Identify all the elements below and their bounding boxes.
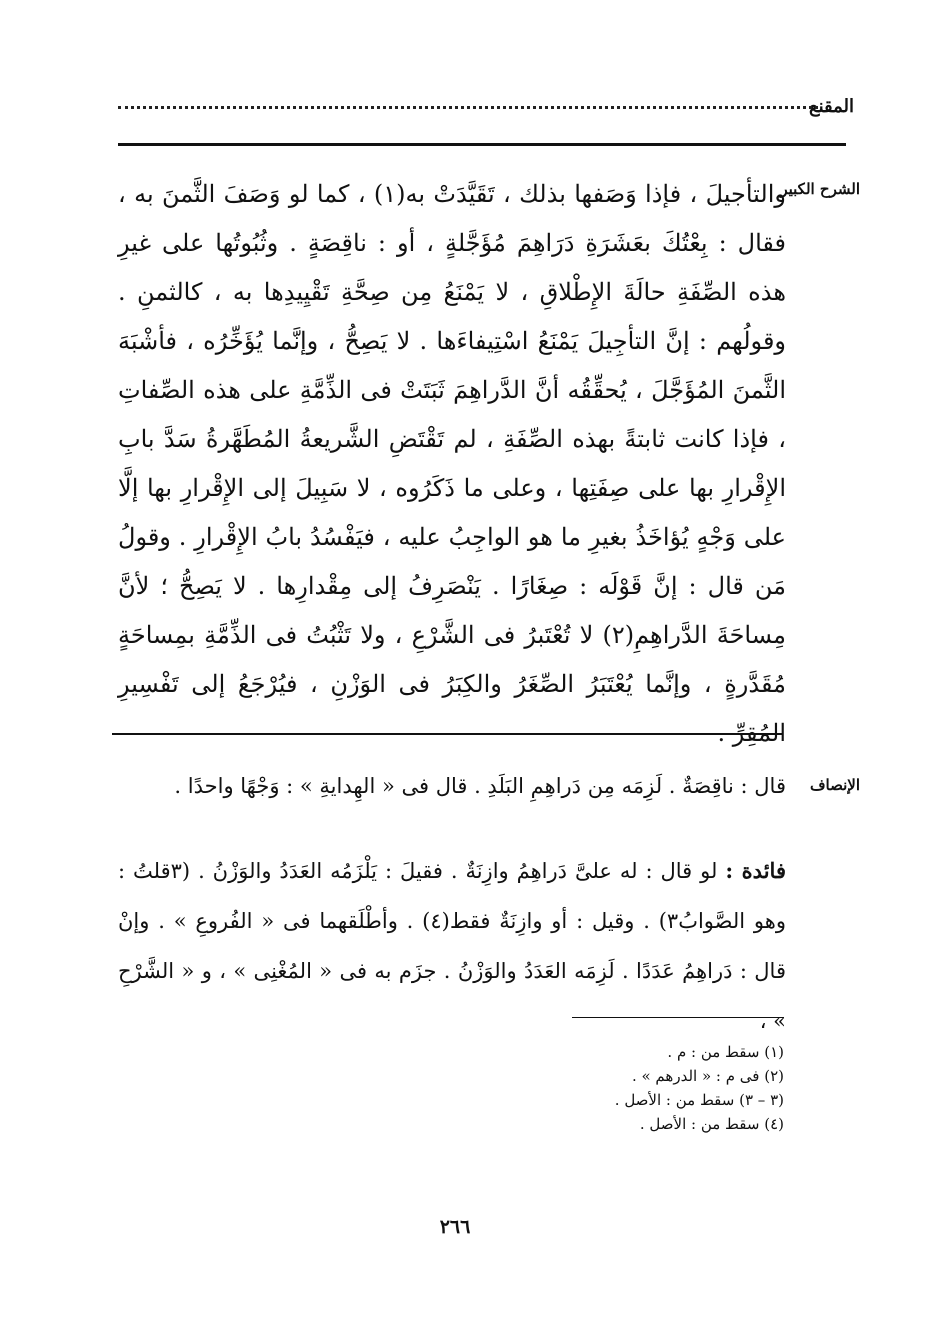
page-number: ٢٦٦: [439, 1216, 471, 1238]
main-text-sharh: والتأجيلَ ، فإذا وَصَفها بذلك ، تَقَيَّدَتْ به(١) ، كما لو وَصَفَ الثَّمنَ به ، فقال : بِعْتُكَ بعَشَرَةِ دَرَاهِمَ مُؤَجَّلةٍ ، أو : ناقِصَةٍ . وثُبُوتُها على غيرِ هذه الصِّفَةِ حالَةَ الإِطْلاقِ ، لا يَمْنَعُ مِن صِحَّةِ تَقْيِيدِها به ، كالثمنِ . وقولُهم : إنَّ التأجِيلَ يَمْنَعُ اسْتِيفاءَها . لا يَصِحُّ ، وإنَّما يُؤَخِّرُه ، فأشْبَهَ الثَّمنَ المُؤَجَّلَ ، يُحقِّقُه أنَّ الدَّراهِمَ ثَبَتَتْ فى الذِّمَّةِ على هذه الصِّفاتِ ، فإذا كانت ثابتةً بهذه الصِّفَةِ ، لم تَقْتَضِ الشَّريعةُ المُطَهَّرةُ سَدَّ بابِ الإِقْرارِ بها على صِفَتِها ، وعلى ما ذَكَرُوه ، لا سَبِيلَ إلى الإِقْرارِ بها إلَّا على وَجْهٍ يُؤاخَذُ بغيرِ ما هو الواجِبُ عليه ، فيَفْسُدُ بابُ الإِقْرارِ . وقولُ مَن قال : إنَّ قَوْلَه : صِغَارًا . يَنْصَرِفُ إلى مِقْدارِها . لا يَصِحُّ ؛ لأنَّ مِساحَةَ الدَّراهِمِ(٢) لا تُعْتَبرُ فى الشَّرْعِ ، ولا تَثْبُتُ فى الذِّمَّةِ بمِساحَةٍ مُقَدَّرةٍ ، وإنَّما يُعْتَبَرُ الصِّغَرُ والكِبَرُ فى الوَزْنِ ، فيُرْجَعُ إلى تَفْسِيرِ المُقِرِّ .: [118, 180, 786, 747]
faida-body: لو قال : له علىَّ دَراهِمُ وازِنَةٌ . فقيلَ : يَلْزَمُه العَدَدُ والوَزْنُ . (٣قلتُ : وهو الصَّوابُ٣) . وقيل : أو وازِنَةٌ فقط(٤) . وأطْلَقهما فى « الفُروعِ » . وإنْ قال : دَراهِمُ عَدَدًا . لَزِمَه العَدَدُ والوَزْنُ . جزَم به فى « المُغْنِى » ، و « الشَّرْحِ » ،: [118, 859, 786, 1033]
faida-heading: فائدة :: [725, 858, 786, 883]
footnote-item: (١) سقط من : م .: [667, 1043, 784, 1061]
footnotes: [464, 1040, 784, 1136]
header-dotted-divider: [118, 106, 818, 109]
section-divider: [112, 733, 782, 735]
faida-paragraph: [118, 846, 786, 1046]
insaf-text: قال : ناقِصَةٌ . لَزِمَه مِن دَراهِمِ البَلَدِ . قال فى « الهِدايةِ » : وَجْهًا واحدًا .: [174, 774, 786, 798]
footnote-item: (٣ – ٣) سقط من : الأصل .: [614, 1091, 784, 1109]
book-title: المقنع: [808, 96, 854, 117]
side-label-insaf: الإنصاف: [809, 776, 860, 794]
header-rule: [118, 143, 846, 146]
side-label-sharh: الشرح الكبير: [780, 180, 860, 198]
footnote-item: (٢) فى م : « الدرهم » .: [631, 1067, 784, 1085]
footnote-rule: [572, 1017, 784, 1018]
footnote-item: (٤) سقط من : الأصل .: [639, 1115, 784, 1133]
